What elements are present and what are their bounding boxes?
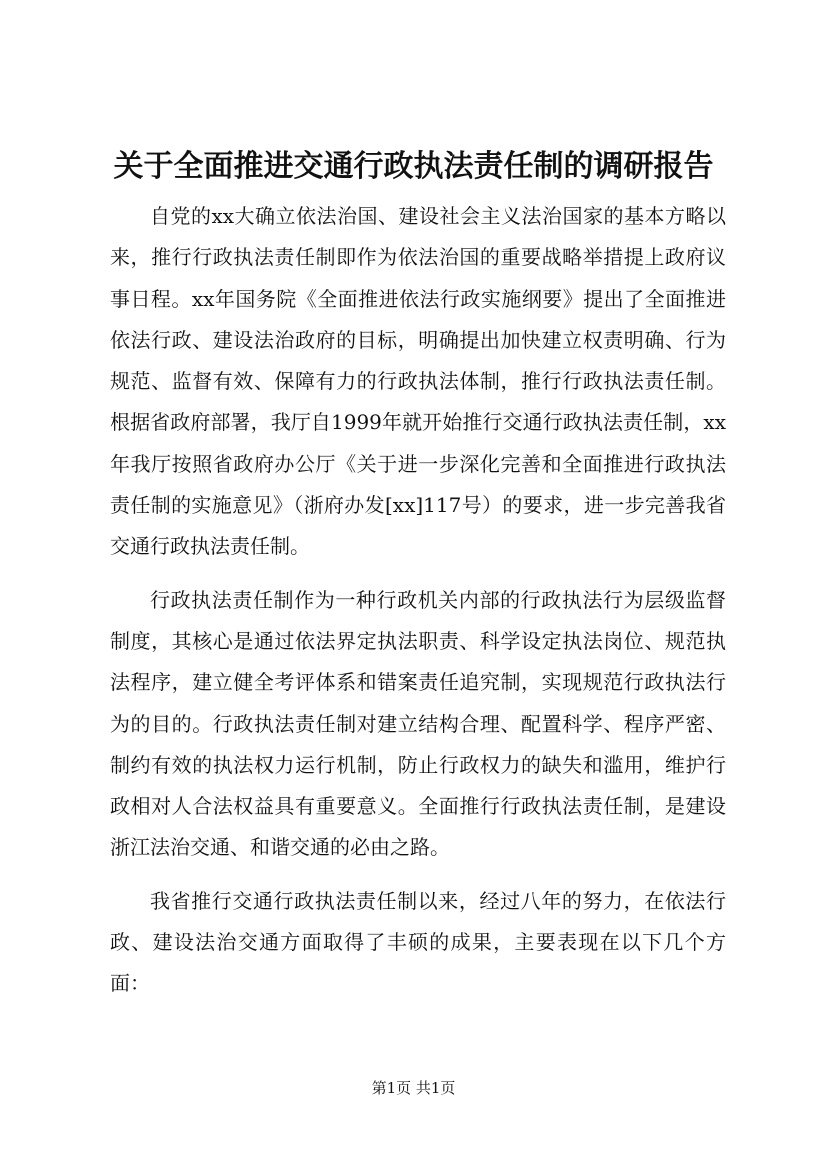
document-body (110, 196, 726, 1005)
document-title: 关于全面推进交通行政执法责任制的调研报告 (113, 149, 714, 184)
paragraph-2: 行政执法责任制作为一种行政机关内部的行政执法行为层级监督制度，其核心是通过依法界定执法职责、科学设定执法岗位、规范执法程序，建立健全考评体系和错案责任追究制，实现规范行政执法行为的目的。行政执法责任制对建立结构合理、配置科学、程序严密、制约有效的执法权力运行机制，防止行政权力的缺失和滥用，维护行政相对人合法权益具有重要意义。全面推行行政执法责任制，是建设浙江法治交通、和谐交通的必由之路。 (110, 587, 726, 860)
paragraph-1: 自党的xx大确立依法治国、建设社会主义法治国家的基本方略以来，推行行政执法责任制即作为依法治国的重要战略举措提上政府议事日程。xx年国务院《全面推进依法行政实施纲要》提出了全面推进依法行政、建设法治政府的目标，明确提出加快建立权责明确、行为规范、监督有效、保障有力的行政执法体制，推行行政执法责任制。根据省政府部署，我厅自1999年就开始推行交通行政执法责任制，xx年我厅按照省政府办公厅《关于进一步深化完善和全面推进行政执法责任制的实施意见》（浙府办发[xx]117号）的要求，进一步完善我省交通行政执法责任制。 (110, 204, 726, 559)
page-footer: 第1页 共1页 (371, 1079, 456, 1097)
paragraph-3: 我省推行交通行政执法责任制以来，经过八年的努力，在依法行政、建设法治交通方面取得了丰硕的成果，主要表现在以下几个方面： (110, 888, 726, 996)
